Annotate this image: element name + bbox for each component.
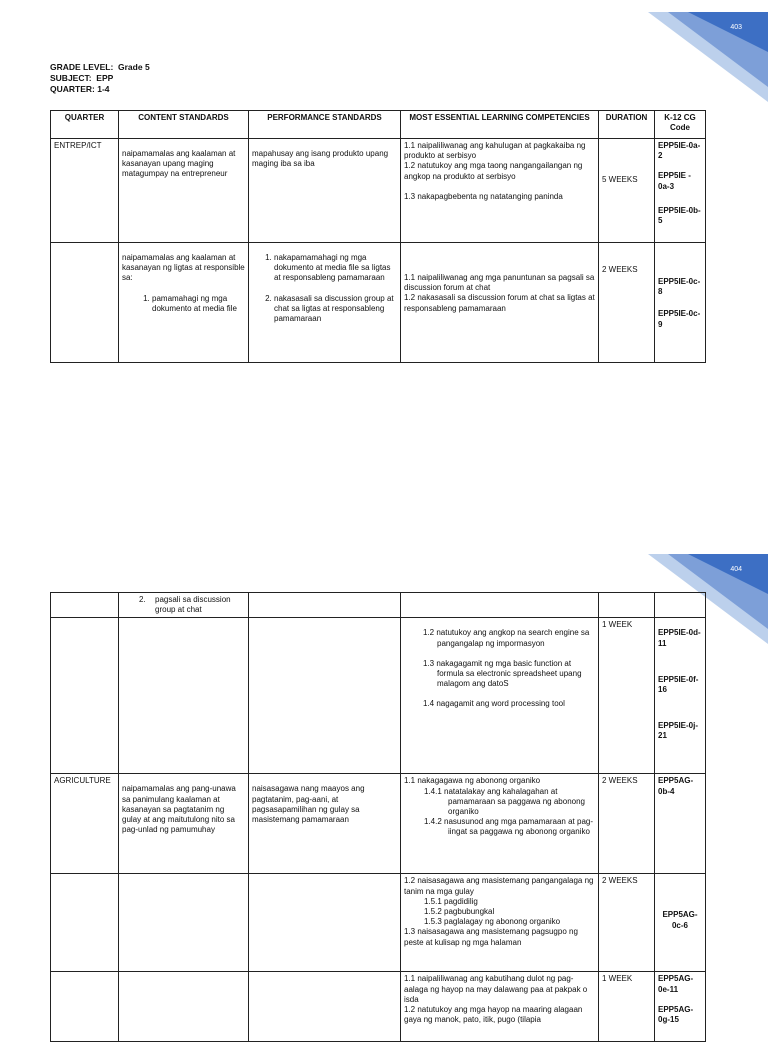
document-header (50, 62, 150, 95)
competency-cell: 1.1 naipaliliwanag ang kabutihang dulot ng pag-aalaga ng hayop na may dalawang paa at pakpak o isda 1.2 natutukoy ang mga hayop na maaring alagaan gaya ng manok, pato, itik, pugo (tilapia (401, 972, 599, 1042)
quarter-cell (51, 874, 119, 972)
performance-standard-cell (249, 618, 401, 774)
quarter-cell (51, 618, 119, 774)
curriculum-table-page1 (50, 110, 706, 363)
code-cell: EPP5IE-0a-2 EPP5IE - 0a-3 EPP5IE-0b-5 (655, 139, 706, 243)
code-cell: EPP5AG-0b-4 (655, 774, 706, 874)
corner-ribbon-decoration (648, 12, 768, 102)
duration-cell: 2 WEEKS (599, 874, 655, 972)
quarter-cell: AGRICULTURE (51, 774, 119, 874)
performance-standard-cell (249, 972, 401, 1042)
table-row (51, 874, 706, 972)
competency-cell: 1.1 nakagagawa ng abonong organiko 1.4.1 natatalakay ang kahalagahan at pamamaraan sa paggawa ng abonong organiko 1.4.2 nasusunod ang mga pamamaraan at pag-iingat sa paggawa ng abonong organiko (401, 774, 599, 874)
table-row (51, 593, 706, 618)
duration-cell (599, 593, 655, 618)
header-competencies: MOST ESSENTIAL LEARNING COMPETENCIES (401, 111, 599, 139)
quarter-cell (51, 243, 119, 363)
table-row (51, 618, 706, 774)
performance-standard-cell (249, 874, 401, 972)
content-standard-cell (119, 618, 249, 774)
competency-cell: 1.2 natutukoy ang angkop na search engine sa pangangalap ng impormasyon 1.3 nakagagamit ng mga basic function at formula sa electronic spreadsheet upang malagom ang datoS 1.4 nagagamit ang word processing tool (401, 618, 599, 774)
table-row (51, 972, 706, 1042)
subject-line: SUBJECT: EPP (50, 73, 114, 83)
table-row (51, 243, 706, 363)
competency-cell: 1.1 naipaliliwanag ang mga panuntunan sa pagsali sa discussion forum at chat 1.2 nakasasali sa discussion forum at chat sa ligtas at responsableng pamamaraan (401, 243, 599, 363)
performance-standard-cell: 1. nakapamamahagi ng mga dokumento at media file sa ligtas at responsableng pamamaraan 2. nakasasali sa discussion group at chat sa ligtas at responsableng pamamaraan (249, 243, 401, 363)
content-standard-cell (119, 874, 249, 972)
content-standard-cell (119, 972, 249, 1042)
header-cg-code: K-12 CG Code (655, 111, 706, 139)
header-content-standards: CONTENT STANDARDS (119, 111, 249, 139)
quarter-cell (51, 972, 119, 1042)
quarter-cell: ENTREP/ICT (51, 139, 119, 243)
performance-standard-cell: mapahusay ang isang produkto upang maging iba sa iba (249, 139, 401, 243)
header-quarter: QUARTER (51, 111, 119, 139)
content-standard-cell: naipamamalas ang pang-unawa sa panimulang kaalaman at kasanayan sa pagtatanim ng gulay at ang maitutulong nito sa pag-unlad ng pamumuhay (119, 774, 249, 874)
table-row (51, 139, 706, 243)
content-standard-cell: naipamamalas ang kaalaman at kasanayan upang maging matagumpay na entrepreneur (119, 139, 249, 243)
code-cell: EPP5AG-0e-11 EPP5AG-0g-15 (655, 972, 706, 1042)
code-cell: EPP5IE-0c-8 EPP5IE-0c-9 (655, 243, 706, 363)
code-cell: EPP5AG-0c-6 (655, 874, 706, 972)
table-row (51, 774, 706, 874)
content-standard-cell: naipamamalas ang kaalaman at kasanayan ng ligtas at responsible sa: 1. pamamahagi ng mga dokumento at media file (119, 243, 249, 363)
page-number: 404 (730, 566, 742, 573)
quarter-line: QUARTER: 1-4 (50, 84, 110, 94)
page-number: 403 (730, 24, 742, 31)
performance-standard-cell: naisasagawa nang maayos ang pagtatanim, pag-aani, at pagsasapamilihan ng gulay sa masistemang pamamaraan (249, 774, 401, 874)
performance-standard-cell (249, 593, 401, 618)
competency-cell: 1.1 naipaliliwanag ang kahulugan at pagkakaiba ng produkto at serbisyo 1.2 natutukoy ang mga taong nangangailangan ng angkop na produkto at serbisyo 1.3 nakapagbebenta ng natatanging paninda (401, 139, 599, 243)
header-performance-standards: PERFORMANCE STANDARDS (249, 111, 401, 139)
duration-cell: 5 WEEKS (599, 139, 655, 243)
header-duration: DURATION (599, 111, 655, 139)
table-header-row (51, 111, 706, 139)
curriculum-table-page2 (50, 592, 706, 1042)
code-cell (655, 593, 706, 618)
duration-cell: 1 WEEK (599, 972, 655, 1042)
competency-cell (401, 593, 599, 618)
grade-level-line: GRADE LEVEL: Grade 5 (50, 62, 150, 72)
content-standard-cell: 2. pagsali sa discussion group at chat (119, 593, 249, 618)
duration-cell: 2 WEEKS (599, 774, 655, 874)
quarter-cell (51, 593, 119, 618)
competency-cell: 1.2 naisasagawa ang masistemang pangangalaga ng tanim na mga gulay 1.5.1 pagdidilig 1.5.2 pagbubungkal 1.5.3 paglalagay ng abonong organiko 1.3 naisasagawa ang masistemang pagsugpo ng peste at kulisap ng mga halaman (401, 874, 599, 972)
duration-cell: 2 WEEKS (599, 243, 655, 363)
duration-cell: 1 WEEK (599, 618, 655, 774)
code-cell: EPP5IE-0d-11 EPP5IE-0f-16 EPP5IE-0j-21 (655, 618, 706, 774)
